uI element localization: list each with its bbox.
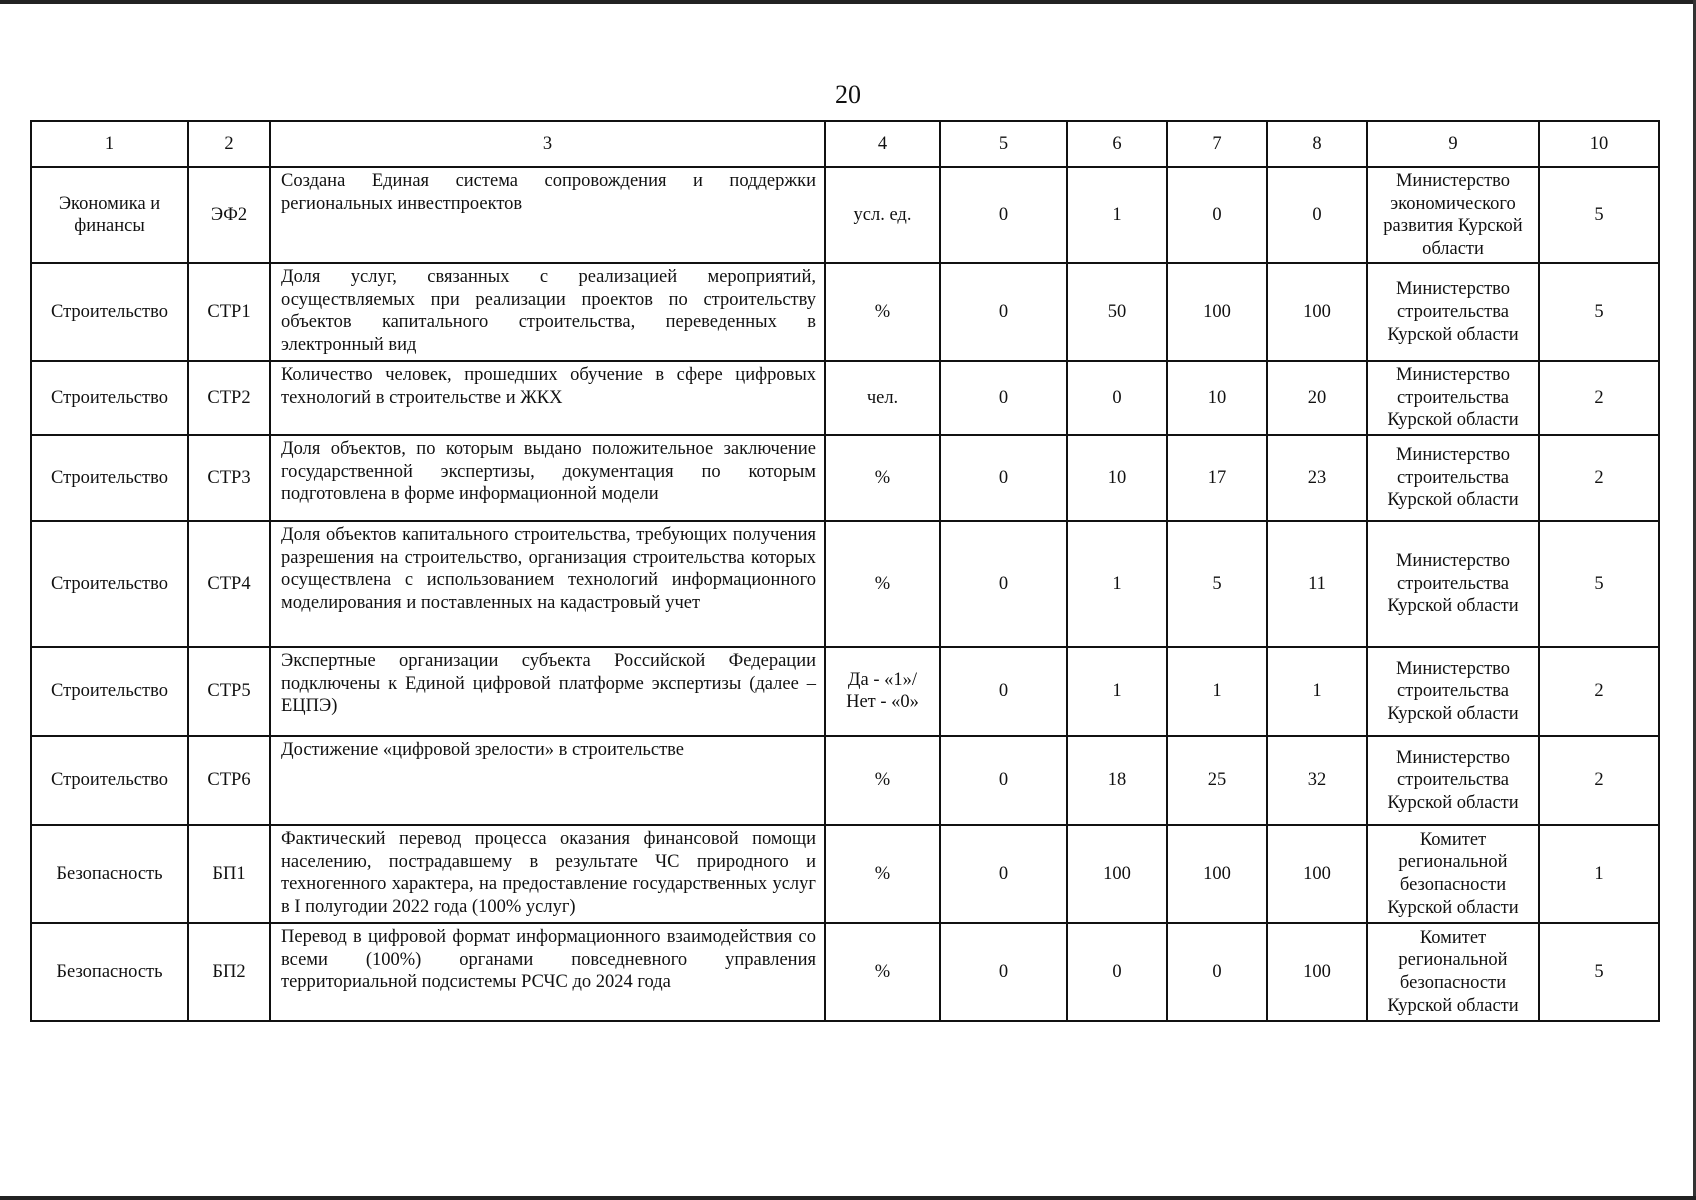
value-cell-7: 100 (1167, 263, 1267, 361)
value-cell-8: 100 (1267, 923, 1367, 1021)
value-cell-6: 0 (1067, 361, 1167, 435)
value-cell-8: 20 (1267, 361, 1367, 435)
value-cell-8: 1 (1267, 647, 1367, 736)
responsible-cell: Министерство строительства Курской области (1367, 361, 1539, 435)
column-header-4: 4 (825, 121, 940, 167)
value-cell-7: 25 (1167, 736, 1267, 825)
value-cell-5: 0 (940, 521, 1067, 647)
column-header-6: 6 (1067, 121, 1167, 167)
code-cell: СТР4 (188, 521, 270, 647)
value-cell-7: 100 (1167, 825, 1267, 923)
table-row (31, 263, 1659, 361)
code-cell: ЭФ2 (188, 167, 270, 263)
code-cell: СТР6 (188, 736, 270, 825)
unit-cell: чел. (825, 361, 940, 435)
value-cell-8: 0 (1267, 167, 1367, 263)
description-cell: Доля услуг, связанных с реализацией мероприятий, осуществляемых при реализации проектов по строительству объектов капитального строительства, переведенных в электронный вид (270, 263, 825, 361)
sector-cell: Строительство (31, 736, 188, 825)
value-cell-10: 1 (1539, 825, 1659, 923)
value-cell-6: 1 (1067, 521, 1167, 647)
sector-cell: Строительство (31, 435, 188, 521)
description-cell: Фактический перевод процесса оказания финансовой помощи населению, пострадавшему в результате ЧС природного и техногенного характера, на предоставление государственных услуг в I полугодии 2022 года (100% услуг) (270, 825, 825, 923)
responsible-cell: Министерство строительства Курской области (1367, 263, 1539, 361)
value-cell-6: 50 (1067, 263, 1167, 361)
column-header-9: 9 (1367, 121, 1539, 167)
value-cell-10: 2 (1539, 647, 1659, 736)
value-cell-8: 11 (1267, 521, 1367, 647)
scan-border-top (0, 0, 1696, 4)
unit-cell: % (825, 923, 940, 1021)
unit-cell: % (825, 263, 940, 361)
description-cell: Экспертные организации субъекта Российской Федерации подключены к Единой цифровой платформе экспертизы (далее – ЕЦПЭ) (270, 647, 825, 736)
column-header-7: 7 (1167, 121, 1267, 167)
value-cell-5: 0 (940, 263, 1067, 361)
sector-cell: Строительство (31, 521, 188, 647)
value-cell-7: 0 (1167, 923, 1267, 1021)
description-cell: Количество человек, прошедших обучение в сфере цифровых технологий в строительстве и ЖКХ (270, 361, 825, 435)
table-row (31, 736, 1659, 825)
value-cell-10: 2 (1539, 435, 1659, 521)
value-cell-7: 5 (1167, 521, 1267, 647)
unit-cell: % (825, 736, 940, 825)
table-row (31, 435, 1659, 521)
unit-cell: Да - «1»/ Нет - «0» (825, 647, 940, 736)
column-header-5: 5 (940, 121, 1067, 167)
code-cell: СТР5 (188, 647, 270, 736)
code-cell: СТР2 (188, 361, 270, 435)
description-cell: Создана Единая система сопровождения и поддержки региональных инвестпроектов (270, 167, 825, 263)
value-cell-10: 5 (1539, 263, 1659, 361)
sector-cell: Безопасность (31, 825, 188, 923)
value-cell-5: 0 (940, 361, 1067, 435)
value-cell-7: 0 (1167, 167, 1267, 263)
value-cell-8: 32 (1267, 736, 1367, 825)
value-cell-10: 5 (1539, 521, 1659, 647)
code-cell: СТР1 (188, 263, 270, 361)
value-cell-6: 1 (1067, 647, 1167, 736)
column-header-8: 8 (1267, 121, 1367, 167)
column-header-1: 1 (31, 121, 188, 167)
value-cell-5: 0 (940, 167, 1067, 263)
responsible-cell: Министерство строительства Курской области (1367, 521, 1539, 647)
unit-cell: % (825, 825, 940, 923)
value-cell-6: 1 (1067, 167, 1167, 263)
value-cell-10: 5 (1539, 167, 1659, 263)
responsible-cell: Комитет региональной безопасности Курской области (1367, 923, 1539, 1021)
value-cell-7: 1 (1167, 647, 1267, 736)
indicators-table (30, 120, 1660, 1022)
value-cell-6: 100 (1067, 825, 1167, 923)
value-cell-6: 0 (1067, 923, 1167, 1021)
sector-cell: Экономика и финансы (31, 167, 188, 263)
sector-cell: Строительство (31, 647, 188, 736)
table-row (31, 167, 1659, 263)
sector-cell: Строительство (31, 361, 188, 435)
value-cell-10: 2 (1539, 361, 1659, 435)
value-cell-7: 17 (1167, 435, 1267, 521)
sector-cell: Безопасность (31, 923, 188, 1021)
table-row (31, 825, 1659, 923)
unit-cell: % (825, 521, 940, 647)
value-cell-5: 0 (940, 825, 1067, 923)
description-cell: Доля объектов, по которым выдано положительное заключение государственной экспертизы, документация по которым подготовлена в форме информационной модели (270, 435, 825, 521)
value-cell-10: 2 (1539, 736, 1659, 825)
unit-cell: усл. ед. (825, 167, 940, 263)
column-header-10: 10 (1539, 121, 1659, 167)
page-number: 20 (835, 80, 861, 109)
column-header-2: 2 (188, 121, 270, 167)
description-cell: Доля объектов капитального строительства, требующих получения разрешения на строительство, организация строительства которых осуществлена с использованием технологий информационного моделирования и поставленных на кадастровый учет (270, 521, 825, 647)
responsible-cell: Министерство строительства Курской области (1367, 435, 1539, 521)
table-row (31, 647, 1659, 736)
table-row (31, 361, 1659, 435)
value-cell-8: 23 (1267, 435, 1367, 521)
value-cell-5: 0 (940, 736, 1067, 825)
responsible-cell: Комитет региональной безопасности Курской области (1367, 825, 1539, 923)
value-cell-5: 0 (940, 435, 1067, 521)
value-cell-8: 100 (1267, 263, 1367, 361)
value-cell-6: 10 (1067, 435, 1167, 521)
unit-cell: % (825, 435, 940, 521)
description-cell: Достижение «цифровой зрелости» в строительстве (270, 736, 825, 825)
code-cell: БП1 (188, 825, 270, 923)
code-cell: СТР3 (188, 435, 270, 521)
value-cell-5: 0 (940, 923, 1067, 1021)
header-row (31, 121, 1659, 167)
table-row (31, 923, 1659, 1021)
sector-cell: Строительство (31, 263, 188, 361)
value-cell-7: 10 (1167, 361, 1267, 435)
value-cell-10: 5 (1539, 923, 1659, 1021)
scan-border-bottom (0, 1196, 1696, 1200)
responsible-cell: Министерство экономического развития Курской области (1367, 167, 1539, 263)
column-header-3: 3 (270, 121, 825, 167)
value-cell-5: 0 (940, 647, 1067, 736)
responsible-cell: Министерство строительства Курской области (1367, 736, 1539, 825)
description-cell: Перевод в цифровой формат информационного взаимодействия со всеми (100%) органами повседневного управления территориальной подсистемы РСЧС до 2024 года (270, 923, 825, 1021)
responsible-cell: Министерство строительства Курской области (1367, 647, 1539, 736)
value-cell-8: 100 (1267, 825, 1367, 923)
value-cell-6: 18 (1067, 736, 1167, 825)
code-cell: БП2 (188, 923, 270, 1021)
table-row (31, 521, 1659, 647)
